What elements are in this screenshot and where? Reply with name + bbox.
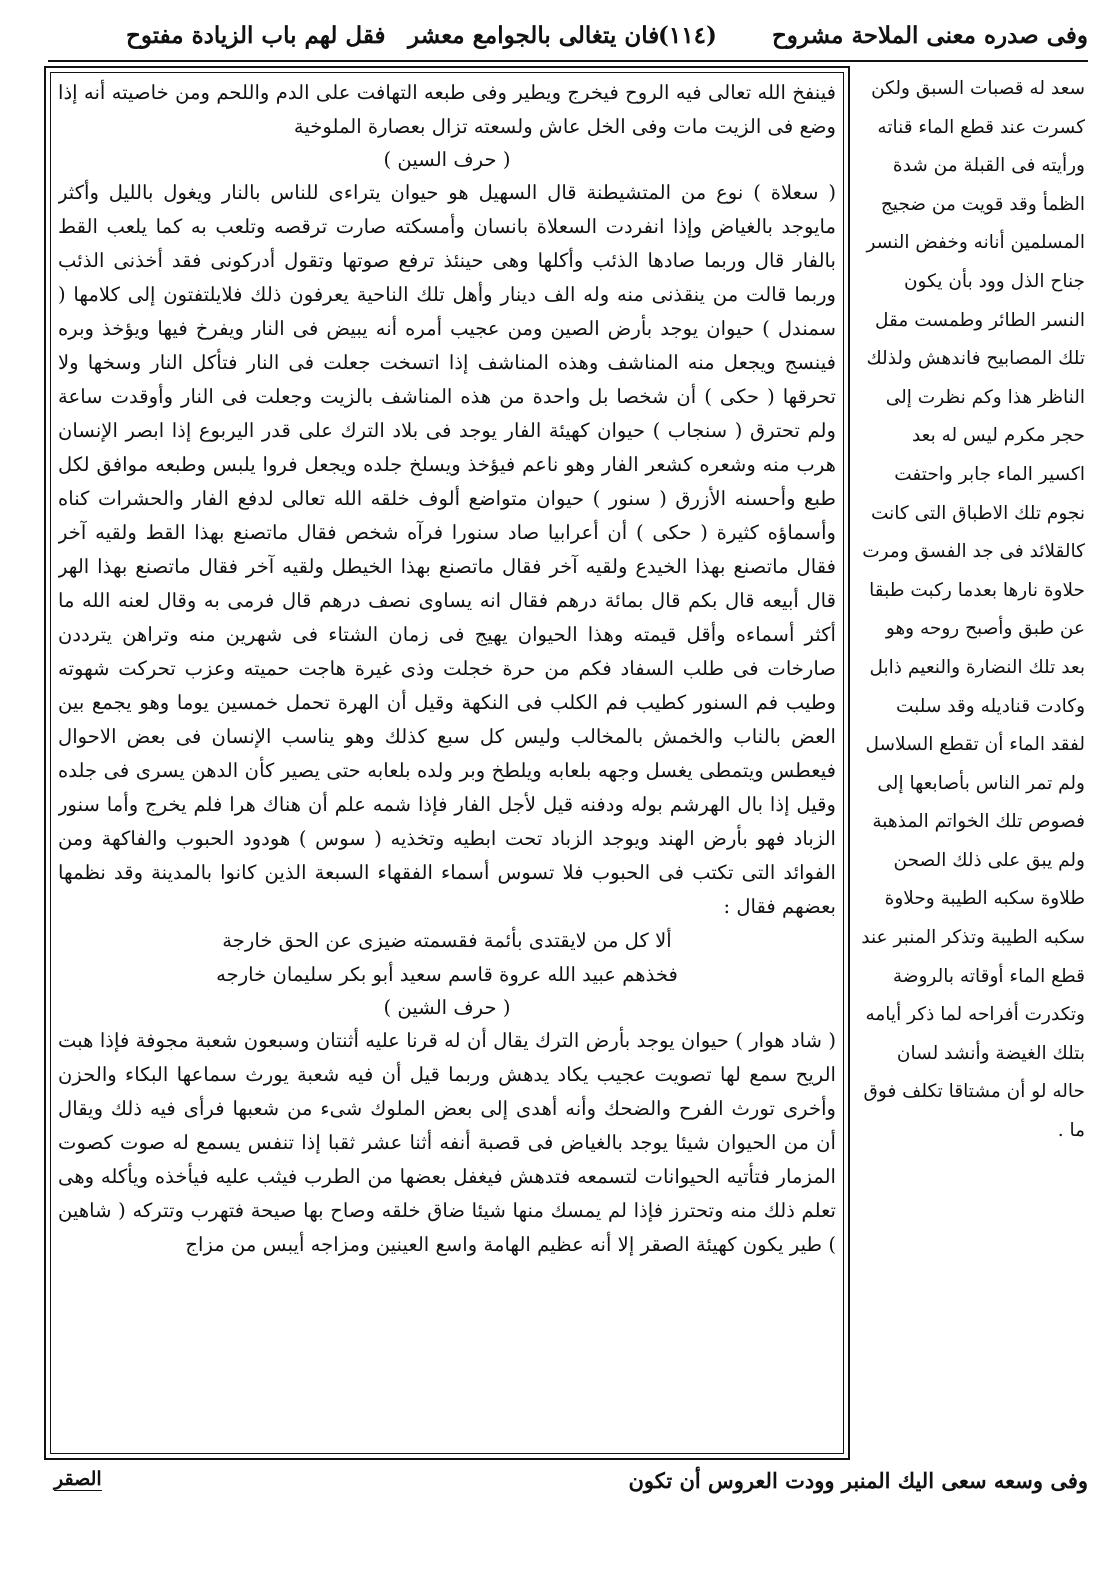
footer-continuation: وفى وسعه سعى اليك المنبر وودت العروس أن تكون (628, 1468, 1088, 1493)
heading-shin: ( حرف الشين ) (383, 996, 511, 1019)
catchword: الصقر (54, 1468, 102, 1490)
margin-text: سعد له قصبات السبق ولكن كسرت عند قطع الماء قناته ورأيته فى القبلة من شدة الظمأ وقد قويت من ضجيج المسلمين أنانه وخفض النسر جناح الذل وود بأن يكون النسر الطائر وطمست مقل تلك المصابيح فاندهش ولذلك الناظر هذا وكم نظرت إلى حجر مكرم ليس له بعد اكسير الماء جابر واحتفت نجوم تلك الاطباق التى كانت كالقلائد فى جد الفسق ومرت حلاوة نارها بعدما ركبت طبقا عن طبق وأصبح روحه وهو بعد تلك النضارة والنعيم ذابل وكادت قناديله وقد سلبت لفقد الماء أن تقطع السلاسل ولم تمر الناس بأصابعها إلى فصوص تلك الخواتم المذهبة ولم يبق على ذلك الصحن طلاوة سكبه الطيبة وحلاوة سكبه الطيبة وتذكر المنبر عند قطع الماء أوقاته بالروضة وتكدرت أفراحه لما ذكر أيامه بتلك الغيضة وأنشد لسان حاله لو أن مشتاقا تكلف فوق ما . (861, 78, 1085, 1142)
page-footer (48, 1462, 1088, 1502)
heading-sin: ( حرف السين ) (383, 148, 511, 171)
shin-entries: ( شاد هوار ) حيوان يوجد بأرض الترك يقال أن له قرنا عليه أثنتان وسبعون شعبة مجوفة فإذا هبت الريح سمع لها تصويت عجيب يكاد يدهش وربما قيل أن فيه شعبة يورث سماعها البكاء والحزن وأخرى تورث الفرح والضحك وأنه أهدى إلى بعض الملوك شىء من شعبها فرأى فيه ذلك ويقال أن من الحيوان شيئا يوجد بالغياض فى قصبة أنفه أثنا عشر ثقبا إذا تنفس يسمع له صوت كصوت المزمار فتأتيه الحيوانات لتسمعه فتدهش فيغفل بعضها من الطرب فيثب عليه فيأخذه ويأكله وهى تعلم ذلك منه وتحترز فإذا لم يمسك منها شيئا ضاق خلقه وصاح بها صيحة فتهرب وتتركه ( شاهين ) طير يكون كهيئة الصقر إلا أنه عظيم الهامة واسع العينين ومزاجه أيبس من مزاج (58, 1029, 836, 1256)
margin-commentary (860, 70, 1085, 1460)
sin-entries: ( سعلاة ) نوع من المتشيطنة قال السهيل هو حيوان يتراءى للناس بالنار ويغول بالليل وأكثر مايوجد بالغياض وإذا انفردت السعلاة بانسان وأمسكته صارت ترقصه وتلعب به كما يلعب القط بالفار قال وربما صادها الذئب وأكلها وهى حينئذ ترفع صوتها وتقول أدركونى فقد أخذنى الذئب وربما قالت من ينقذنى منه وله الف دينار وأهل تلك الناحية يعرفون ذلك فلايلتفتون إلى كلامها ( سمندل ) حيوان يوجد بأرض الصين ومن عجيب أمره أنه يبيض فى النار ويفرخ فيها ويؤخذ وبره فينسج ويجعل منه المناشف وهذه المناشف إذا اتسخت جعلت فى النار فتأكل النار وسخها ولا تحرقها ( حكى ) أن شخصا بل واحدة من هذه المناشف بالزيت وجعلت فى النار وأوقدت ساعة ولم تحترق ( سنجاب ) حيوان كهيئة الفار يوجد فى بلاد الترك على قدر اليربوع إذا ابصر الإنسان هرب منه وشعره كشعر الفار وهو ناعم فيؤخذ ويسلخ جلده ويجعل فروا يلبس وطبعه موافق لكل طبع وأحسنه الأزرق ( سنور ) حيوان متواضع ألوف خلقه الله تعالى لدفع الفار والحشرات كناه وأسماؤه كثيرة ( حكى ) أن أعرابيا صاد سنورا فرآه شخص فقال ماتصنع بهذا القط ولقيه آخر فقال ماتصنع بهذا الخيدع ولقيه آخر فقال ماتصنع بهذا الخيطل ولقيه آخر فقال ماتصنع بهذا الهر قال أبيعه قال بكم قال بمائة درهم فقال انه يساوى نصف درهم قال فرمى به وقال لعنه الله ما أكثر أسماءه وأقل قيمته وهذا الحيوان يهيج فى زمان الشتاء فى شهرين منه وتراهن يترددن صارخات فى طلب السفاد فكم من حرة خجلت وذى غيرة هاجت حميته وعزب تحركت شهوته وطيب فم السنور كطيب فم الكلب فى النكهة وقيل أن الهرة تحمل خمسين يوما وهو يجمع بين العض بالناب والخمش بالمخالب وليس كل سبع كذلك وهو يناسب الإنسان فى بعض الاحوال فيعطس ويتمطى يغسل وجهه بلعابه ويلطخ وبر ولده بلعابه حتى يصير كأن الدهن يسرى فى جلده وقيل إذا بال الهرشم بوله ودفنه قيل لأجل الفار فإذا شمه علم أن هناك هرا فلم يخرج وأما سنور الزباد فهو بأرض الهند ويوجد الزباد تحت ابطيه وتخذيه ( سوس ) هودود الحبوب والفاكهة ومن الفوائد التى تكتب فى الحبوب فلا تسوس أسماء الفقهاء السبعة الذين كانوا بالمدينة وقد نظمها بعضهم فقال : (58, 181, 836, 918)
header-verse-left: فقل لهم باب الزيادة مفتوح (126, 22, 386, 49)
running-header (48, 6, 1088, 62)
header-verse-right: وفى صدره معنى الملاحة مشروح (771, 22, 1088, 49)
intro-paragraph: فينفخ الله تعالى فيه الروح فيخرج ويطير وفى طبعه التهافت على الدم واللحم ومن خاصيته أنه إذا وضع فى الزيت مات وفى الخل عاش ولسعته تزال بعصارة الملوخية (58, 81, 836, 138)
header-verse-center: فان يتغالى بالجوامع معشر (408, 22, 660, 49)
verse-line-1: ألا كل من لايقتدى بأئمة فقسمته ضيزى عن الحق خارجة (222, 929, 672, 952)
page-number: (١١٤) (658, 22, 717, 49)
main-text-column (58, 76, 836, 1454)
verse-line-2: فخذهم عبيد الله عروة قاسم سعيد أبو بكر سليمان خارجه (216, 963, 678, 986)
